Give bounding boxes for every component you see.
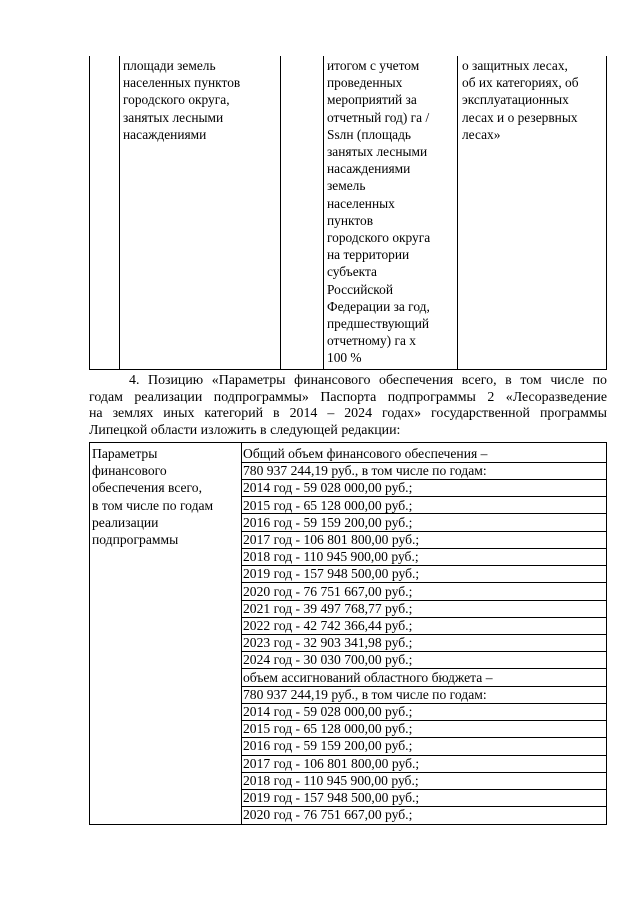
- finance-parameter-label: [92, 445, 213, 548]
- finance-line: 2017 год - 106 801 800,00 руб.;: [243, 532, 420, 548]
- cell-line: городского округа: [327, 230, 431, 246]
- column-divider: [119, 56, 120, 369]
- paragraph-line: Липецкой области изложить в следующей редакции:: [89, 422, 401, 438]
- finance-line: 780 937 244,19 руб., в том числе по годам:: [243, 686, 487, 702]
- cell-line: Российской: [327, 281, 393, 297]
- row-divider: [241, 600, 606, 601]
- cell-line: итогом с учетом: [327, 58, 420, 73]
- finance-line: 2021 год - 39 497 768,77 руб.;: [243, 600, 413, 616]
- continuation-table: [89, 56, 607, 370]
- finance-line: 2015 год - 65 128 000,00 руб.;: [243, 721, 413, 737]
- finance-line: 2016 год - 59 159 200,00 руб.;: [243, 738, 413, 754]
- row-divider: [241, 531, 606, 532]
- finance-line: 2020 год - 76 751 667,00 руб.;: [243, 583, 413, 599]
- label-line: подпрограммы: [92, 532, 179, 548]
- cell-line: эксплуатационных: [462, 92, 569, 108]
- paragraph-line: годам реализации подпрограммы» Паспорта подпрограммы 2 «Лесоразведение: [89, 389, 607, 405]
- row-divider: [241, 479, 606, 480]
- cell-line: площади земель: [123, 58, 216, 73]
- row-divider: [241, 548, 606, 549]
- row-divider: [241, 703, 606, 704]
- finance-table: [89, 442, 607, 825]
- cell-line: об их категориях, об: [462, 75, 579, 91]
- label-line: финансового: [92, 463, 167, 479]
- cell-line: занятых лесными: [327, 144, 428, 160]
- cell-line: субъекта: [327, 264, 377, 280]
- row-divider: [241, 737, 606, 738]
- column-divider: [280, 56, 281, 369]
- finance-line: 2016 год - 59 159 200,00 руб.;: [243, 514, 413, 530]
- cell-line: Федерации за год,: [327, 298, 430, 314]
- amendment-paragraph: [89, 373, 607, 439]
- paragraph-line: на землях иных категорий в 2014 – 2024 годах» государственной программы: [89, 406, 607, 421]
- finance-line: Общий объем финансового обеспечения –: [243, 446, 488, 461]
- row-divider: [241, 513, 606, 514]
- label-line: реализации: [92, 514, 159, 530]
- row-divider: [241, 720, 606, 721]
- finance-line: объем ассигнований областного бюджета –: [243, 669, 493, 685]
- cell-line: на территории: [327, 247, 410, 263]
- finance-line: 2024 год - 30 030 700,00 руб.;: [243, 652, 413, 668]
- cell-line: лесах и о резервных: [462, 109, 578, 125]
- finance-line: 2019 год - 157 948 500,00 руб.;: [243, 790, 420, 806]
- row-divider: [241, 634, 606, 635]
- cell-line: земель: [327, 178, 366, 194]
- formula-cell: [327, 57, 430, 367]
- finance-line: 2015 год - 65 128 000,00 руб.;: [243, 497, 413, 513]
- cell-line: занятых лесными: [123, 109, 224, 125]
- source-info-cell: [462, 57, 579, 143]
- cell-line: отчетный год) га /: [327, 109, 430, 125]
- indicator-description-cell: [123, 57, 240, 143]
- cell-line: лесах»: [462, 126, 501, 142]
- cell-line: Ѕѕлн (площадь: [327, 126, 412, 142]
- column-divider: [457, 56, 458, 369]
- label-line: обеспечения всего,: [92, 480, 202, 496]
- column-divider: [323, 56, 324, 369]
- finance-line: 2019 год - 157 948 500,00 руб.;: [243, 566, 420, 582]
- finance-line: 2020 год - 76 751 667,00 руб.;: [243, 807, 413, 823]
- cell-line: пунктов: [327, 212, 374, 228]
- cell-line: предшествующий: [327, 316, 430, 332]
- row-divider: [241, 617, 606, 618]
- label-line: Параметры: [92, 446, 158, 461]
- row-divider: [241, 462, 606, 463]
- finance-line: 2014 год - 59 028 000,00 руб.;: [243, 480, 413, 496]
- cell-line: отчетному) га х: [327, 333, 416, 349]
- finance-line: 2022 год - 42 742 366,44 руб.;: [243, 618, 413, 634]
- paragraph-line: 4. Позицию «Параметры финансового обеспечения всего, в том числе по: [129, 373, 607, 388]
- row-divider: [241, 496, 606, 497]
- row-divider: [241, 651, 606, 652]
- finance-line: 2014 год - 59 028 000,00 руб.;: [243, 704, 413, 720]
- finance-line: 2017 год - 106 801 800,00 руб.;: [243, 755, 420, 771]
- finance-line: 2023 год - 32 903 341,98 руб.;: [243, 635, 413, 651]
- finance-line: 780 937 244,19 руб., в том числе по годам:: [243, 463, 487, 479]
- cell-line: мероприятий за: [327, 92, 417, 108]
- cell-line: населенных пунктов: [123, 75, 241, 91]
- row-divider: [241, 806, 606, 807]
- row-divider: [241, 686, 606, 687]
- row-divider: [241, 582, 606, 583]
- cell-line: насаждениями: [327, 161, 411, 177]
- label-line: в том числе по годам: [92, 497, 214, 513]
- row-divider: [241, 668, 606, 669]
- row-divider: [241, 755, 606, 756]
- row-divider: [241, 789, 606, 790]
- finance-line: 2018 год - 110 945 900,00 руб.;: [243, 772, 419, 788]
- cell-line: о защитных лесах,: [462, 58, 568, 73]
- cell-line: 100 %: [327, 350, 362, 366]
- row-divider: [241, 565, 606, 566]
- finance-line: 2018 год - 110 945 900,00 руб.;: [243, 549, 419, 565]
- cell-line: насаждениями: [123, 126, 207, 142]
- row-divider: [241, 772, 606, 773]
- cell-line: населенных: [327, 195, 395, 211]
- cell-line: городского округа,: [123, 92, 230, 108]
- cell-line: проведенных: [327, 75, 403, 91]
